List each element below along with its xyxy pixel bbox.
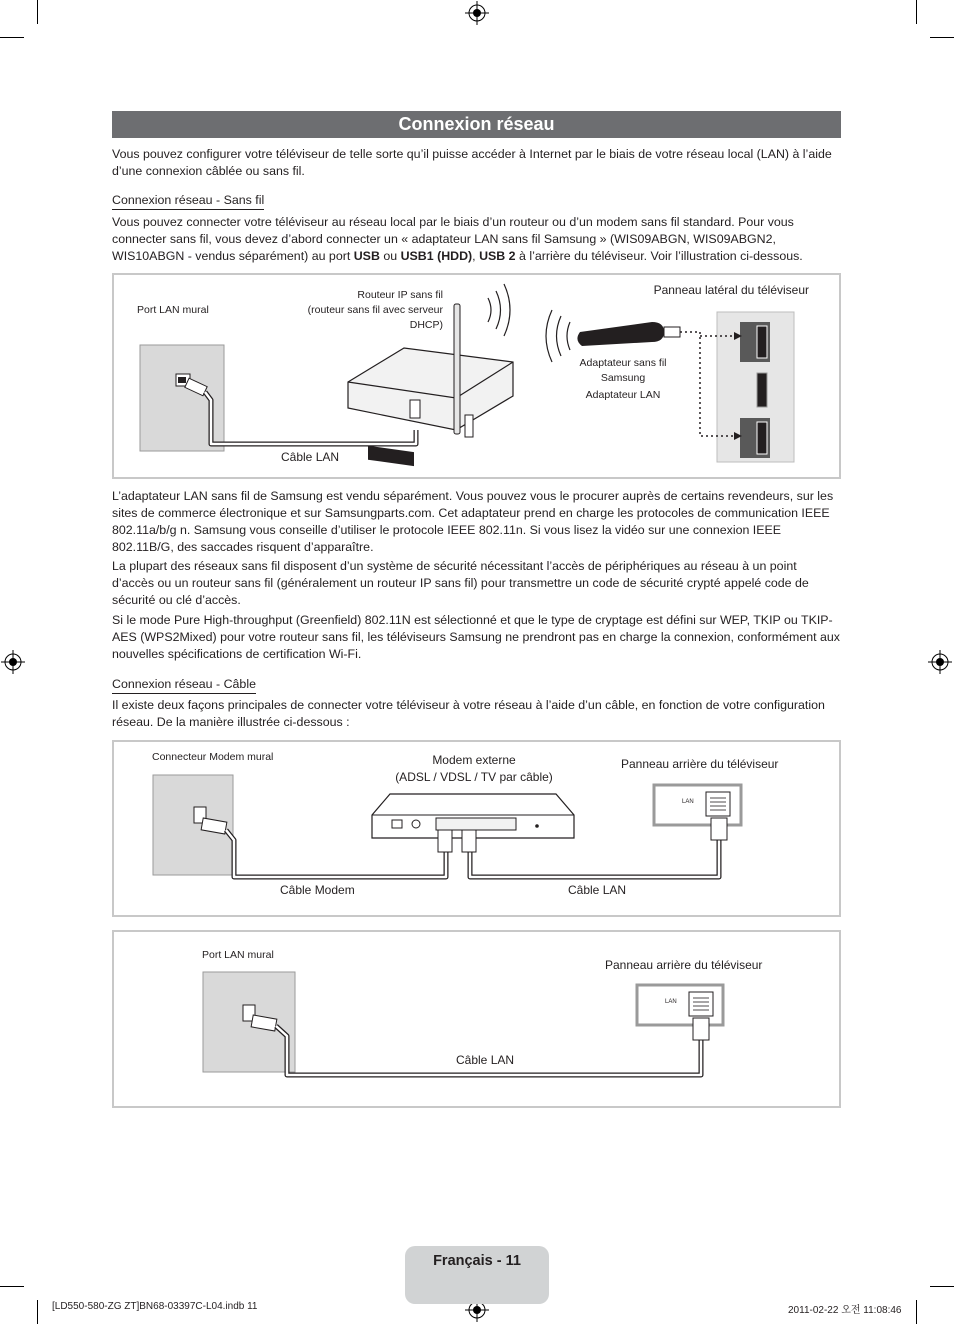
rear-panel-label-1: Panneau arrière du téléviseur [621, 757, 779, 771]
wireless-heading: Connexion réseau - Sans fil [112, 192, 264, 210]
cable-lan-label-2: Câble LAN [456, 1053, 515, 1067]
wall-panel-direct [203, 972, 295, 1072]
lan-port-label-2: LAN [665, 999, 677, 1005]
router-label-3: DHCP) [409, 319, 443, 331]
note-greenfield: Si le mode Pure High-throughput (Greenfield) 802.11N est sélectionné et que le type de cryptage est défini sur WEP, TKIP ou TKIP-AES (WPS2Mixed) pour votre routeur sans fil, les téléviseurs Samsung ne prendront pas en charge la connexion, conformément aux nouvelles spécifications de certification Wi-Fi. [112, 613, 840, 661]
intro-text: Vous pouvez configurer votre téléviseur de telle sorte qu’il puisse accéder à Internet par le biais de votre réseau local (LAN) à l’aide d’une connexion câblée ou sans fil. [112, 147, 832, 178]
wired-heading: Connexion réseau - Câble [112, 676, 256, 694]
modem-label-2: (ADSL / VDSL / TV par câble) [395, 770, 553, 784]
side-panel-label: Panneau latéral du téléviseur [653, 283, 809, 297]
modem-label-1: Modem externe [432, 753, 516, 767]
tv-lan-plug-2 [693, 1018, 709, 1040]
cable-lan-label: Câble LAN [281, 450, 340, 464]
print-file-slug: [LD550-580-ZG ZT]BN68-03397C-L04.indb 11 [52, 1301, 258, 1312]
print-date-slug: 2011-02-22 오전 11:08:46 [788, 1305, 902, 1316]
wall-port-label-2: Port LAN mural [202, 949, 274, 961]
adapter-label-2: Samsung [600, 372, 646, 384]
adapter-label-1: Adaptateur sans fil [579, 357, 667, 369]
cable-lan-label-1: Câble LAN [568, 883, 627, 897]
lan-port-label-1: LAN [682, 799, 694, 805]
cable-modem-label: Câble Modem [280, 883, 355, 897]
wall-modem-label: Connecteur Modem mural [152, 751, 274, 763]
rear-panel-label-2: Panneau arrière du téléviseur [605, 958, 763, 972]
router-label-1: Routeur IP sans fil [357, 289, 443, 301]
note-adapter: L’adaptateur LAN sans fil de Samsung est vendu séparément. Vous pouvez vous le procurer auprès de certains revendeurs, sur les sites de commerce électronique et sur Samsungparts.com. Cet adaptateur prend en charge les protocoles de communication IEEE 802.11a/b/g n. Samsung vous conseille d’utiliser le protocole IEEE 802.11n. Si vous lisez la vidéo sur une connexion IEEE 802.11B/G, des saccades risquent d’apparaître. [112, 489, 834, 554]
wired-text: Il existe deux façons principales de connecter votre téléviseur à votre réseau à l’aide d’un câble, en fonction de votre configuration réseau. De la manière illustrée ci-dessous : [112, 698, 825, 729]
note-security: La plupart des réseaux sans fil disposent d’un système de sécurité nécessitant l’accès de périphériques au réseau à un point d’accès ou un routeur sans fil (généralement un routeur IP sans fil) pour transmettre un code de sécurité crypté appelé code de sécurité ou clé d’accès. [112, 559, 809, 607]
page-title: Connexion réseau [112, 111, 841, 138]
router-label-2: (routeur sans fil avec serveur [307, 304, 443, 316]
wall-port-label: Port LAN mural [137, 304, 209, 316]
adapter-label-3: Adaptateur LAN [585, 389, 661, 401]
tv-rear-panel-2 [637, 985, 723, 1040]
wireless-text: Vous pouvez connecter votre téléviseur au réseau local par le biais d’un routeur ou d’un modem sans fil standard. Pour vous connecter sans fil, vous devez d’abord connecter un « adaptateur LAN sans fil Samsung » (WIS09ABGN, WIS09ABGN2, WIS10ABGN - vendus séparément) au port USB ou USB1 (HDD), USB 2 à l’arrière du téléviseur. Voir l’illustration ci-dessous. [112, 215, 803, 263]
page-number: Français - 11 [433, 1253, 521, 1269]
